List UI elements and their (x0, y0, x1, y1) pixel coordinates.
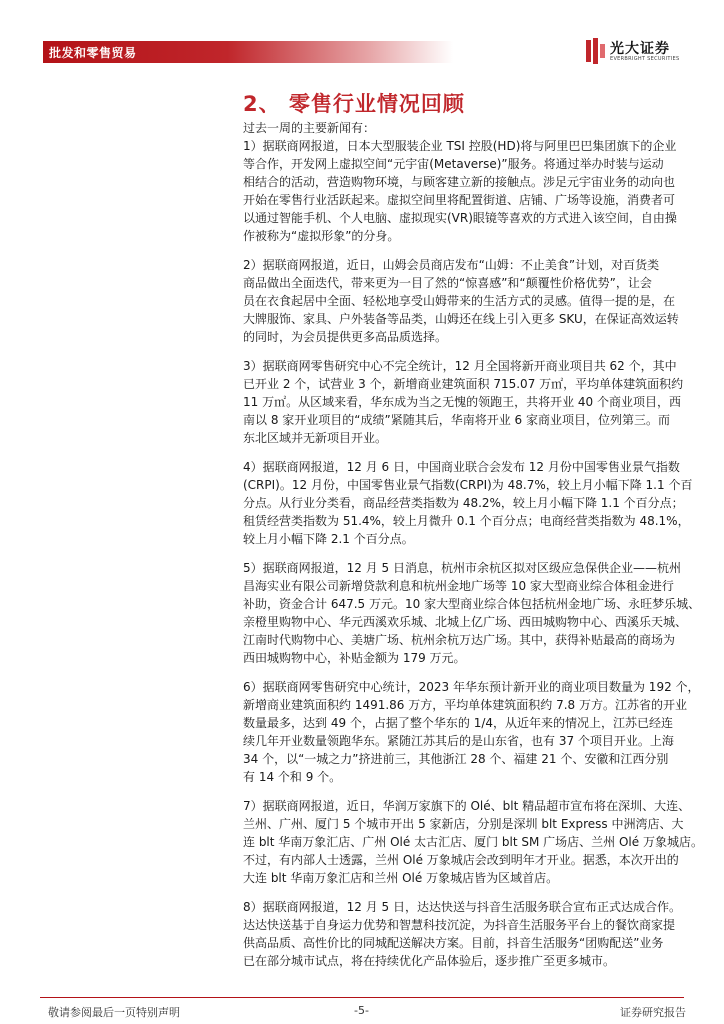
news-item-line: 6）据联商网零售研究中心统计，2023 年华东预计新开业的商业项目数量为 192 个， (243, 680, 700, 694)
news-item-line: 兰州、广州、厦门 5 个城市开出 5 家新店，分别是深圳 blt Express 中洲湾店、大 (243, 817, 684, 831)
news-item-line: 7）据联商网报道，近日，华润万家旗下的 Olé、blt 精品超市宣布将在深圳、大连、 (243, 799, 691, 813)
news-item-line: 南以 8 家开业项目的“成绩”紧随其后，华南将开业 6 家商业项目，位列第三。而 (243, 413, 670, 427)
news-item-line: 以通过智能手机、个人电脑、虚拟现实(VR)眼镜等喜欢的方式进入该空间，自由操 (243, 211, 677, 225)
logo (586, 38, 686, 66)
news-item (243, 137, 683, 245)
news-item-line: 不过，有内部人士透露，兰州 Olé 万象城店会改到明年才开业。据悉，本次开出的 (243, 853, 679, 867)
news-item-line: 数量最多，达到 49 个，占据了整个华东的 1/4，从近年来的情况上，江苏已经连 (243, 716, 674, 730)
news-item-line: 员在衣食起居中全面、轻松地享受山姆带来的生活方式的灵感。值得一提的是，在 (243, 294, 676, 308)
news-item-line: 新增商业建筑面积约 1491.86 万方，平均单体建筑面积约 7.8 万方。江苏省的开业 (243, 698, 687, 712)
news-item-line: 有 14 个和 9 个。 (243, 770, 342, 784)
news-item-line: 商品做出全面迭代，带来更为一目了然的“惊喜感”和“颠覆性价格优势”，让会 (243, 276, 652, 290)
news-item (243, 898, 683, 970)
news-item-line: 供高品质、高性价比的同城配送解决方案。目前，抖音生活服务“团购配送”业务 (243, 936, 664, 950)
news-item-line: 11 万㎡。从区域来看，华东成为当之无愧的领跑王，共将开业 40 个商业项目，西 (243, 395, 681, 409)
section-intro: 过去一周的主要新闻有： (243, 121, 376, 135)
header-category: 批发和零售贸易 (49, 46, 137, 60)
news-item-line: 2）据联商网报道，近日，山姆会员商店发布“山姆：不止美食”计划，对百货类 (243, 258, 660, 272)
news-item (243, 797, 703, 887)
news-item-line: 大连 blt 华南万象汇店和兰州 Olé 万象城店皆为区域首店。 (243, 871, 559, 885)
news-item-line: 昌海实业有限公司新增贷款利息和杭州金地广场等 10 家大型商业综合体租金进行 (243, 579, 674, 593)
news-item-line: 西田城购物中心，补贴金额为 179 万元。 (243, 651, 466, 665)
news-item-line: 相结合的活动，营造购物环境，与顾客建立新的接触点。涉足元宇宙业务的动向也 (243, 175, 676, 189)
news-item-line: 1）据联商网报道，日本大型服装企业 TSI 控股(HD)将与阿里巴巴集团旗下的企业 (243, 139, 677, 153)
news-item-line: 4）据联商网报道，12 月 6 日，中国商业联合会发布 12 月份中国零售业景气指数 (243, 460, 680, 474)
news-item-line: 达达快送基于自身运力优势和智慧科技沉淀，为抖音生活服务平台上的餐饮商家提 (243, 918, 676, 932)
news-item (243, 559, 701, 667)
news-item-line: 较上月小幅下降 2.1 个百分点。 (243, 532, 414, 546)
news-item-line: 开始在零售行业活跃起来。虚拟空间里将配置街道、店铺、广场等设施，消费者可 (243, 193, 676, 207)
section-title: 2、 零售行业情况回顾 (243, 92, 465, 116)
logo-tagline: EVERBRIGHT SECURITIES (610, 56, 680, 62)
news-item-line: 8）据联商网报道，12 月 5 日，达达快送与抖音生活服务联合宣布正式达成合作。 (243, 900, 681, 914)
news-item-line: 租赁经营类指数为 51.4%，较上月微升 0.1 个百分点；电商经营类指数为 48.1%， (243, 514, 690, 528)
news-item-line: 等合作，开发网上虚拟空间“元宇宙(Metaverse)”服务。将通过举办时装与运动 (243, 157, 664, 171)
news-item-line: 续几年开业数量领跑华东。紧随江苏其后的是山东省，也有 37 个项目开业。上海 (243, 734, 674, 748)
footer-report-type: 证券研究报告 (620, 1006, 686, 1019)
news-item-line: 东北区域并无新项目开业。 (243, 431, 388, 445)
news-item (243, 458, 693, 548)
news-item-line: 江南时代购物中心、美塘广场、杭州余杭万达广场。其中，获得补贴最高的商场为 (243, 633, 676, 647)
news-list (243, 137, 703, 981)
news-item-line: 的同时，为会员提供更多高品质选择。 (243, 330, 448, 344)
news-item-line: 5）据联商网报道，12 月 5 日消息，杭州市余杭区拟对区级应急保供企业——杭州 (243, 561, 681, 575)
header-bar (43, 41, 453, 63)
news-item-line: (CRPI)。12 月份，中国零售业景气指数(CRPI)为 48.7%，较上月小幅下降 1.1 个百 (243, 478, 693, 492)
news-item-line: 大牌服饰、家具、户外装备等品类，山姆还在线上引入更多 SKU，在保证高效运转 (243, 312, 679, 326)
news-item-line: 分点。从行业分类看，商品经营类指数为 48.2%，较上月小幅下降 1.1 个百分点； (243, 496, 684, 510)
news-item (243, 678, 700, 786)
news-item-line: 连 blt 华南万象汇店、广州 Olé 太古汇店、厦门 blt SM 广场店、兰州 Olé 万象城店。 (243, 835, 703, 849)
news-item-line: 34 个，以“一城之力”挤进前三，其他浙江 28 个、福建 21 个、安徽和江西分别 (243, 752, 669, 766)
news-item (243, 357, 683, 447)
footer-disclaimer: 敬请参阅最后一页特别声明 (48, 1006, 180, 1019)
logo-name: 光大证券 (610, 41, 670, 57)
page-number: -5- (354, 1004, 369, 1017)
news-item-line: 补助，资金合计 647.5 万元。10 家大型商业综合体包括杭州金地广场、永旺梦乐城、 (243, 597, 701, 611)
news-item-line: 已在部分城市试点，将在持续优化产品体验后，逐步推广至更多城市。 (243, 954, 616, 968)
everbright-logo-icon (586, 38, 606, 64)
footer-divider (40, 997, 684, 998)
news-item-line: 亲橙里购物中心、华元西溪欢乐城、北城上亿广场、西田城购物中心、西溪乐天城、 (243, 615, 688, 629)
news-item (243, 256, 683, 346)
news-item-line: 作被称为“虚拟形象”的分身。 (243, 229, 400, 243)
news-item-line: 3）据联商网零售研究中心不完全统计，12 月全国将新开商业项目共 62 个，其中 (243, 359, 677, 373)
news-item-line: 已开业 2 个，试营业 3 个，新增商业建筑面积 715.07 万㎡，平均单体建筑面积约 (243, 377, 684, 391)
